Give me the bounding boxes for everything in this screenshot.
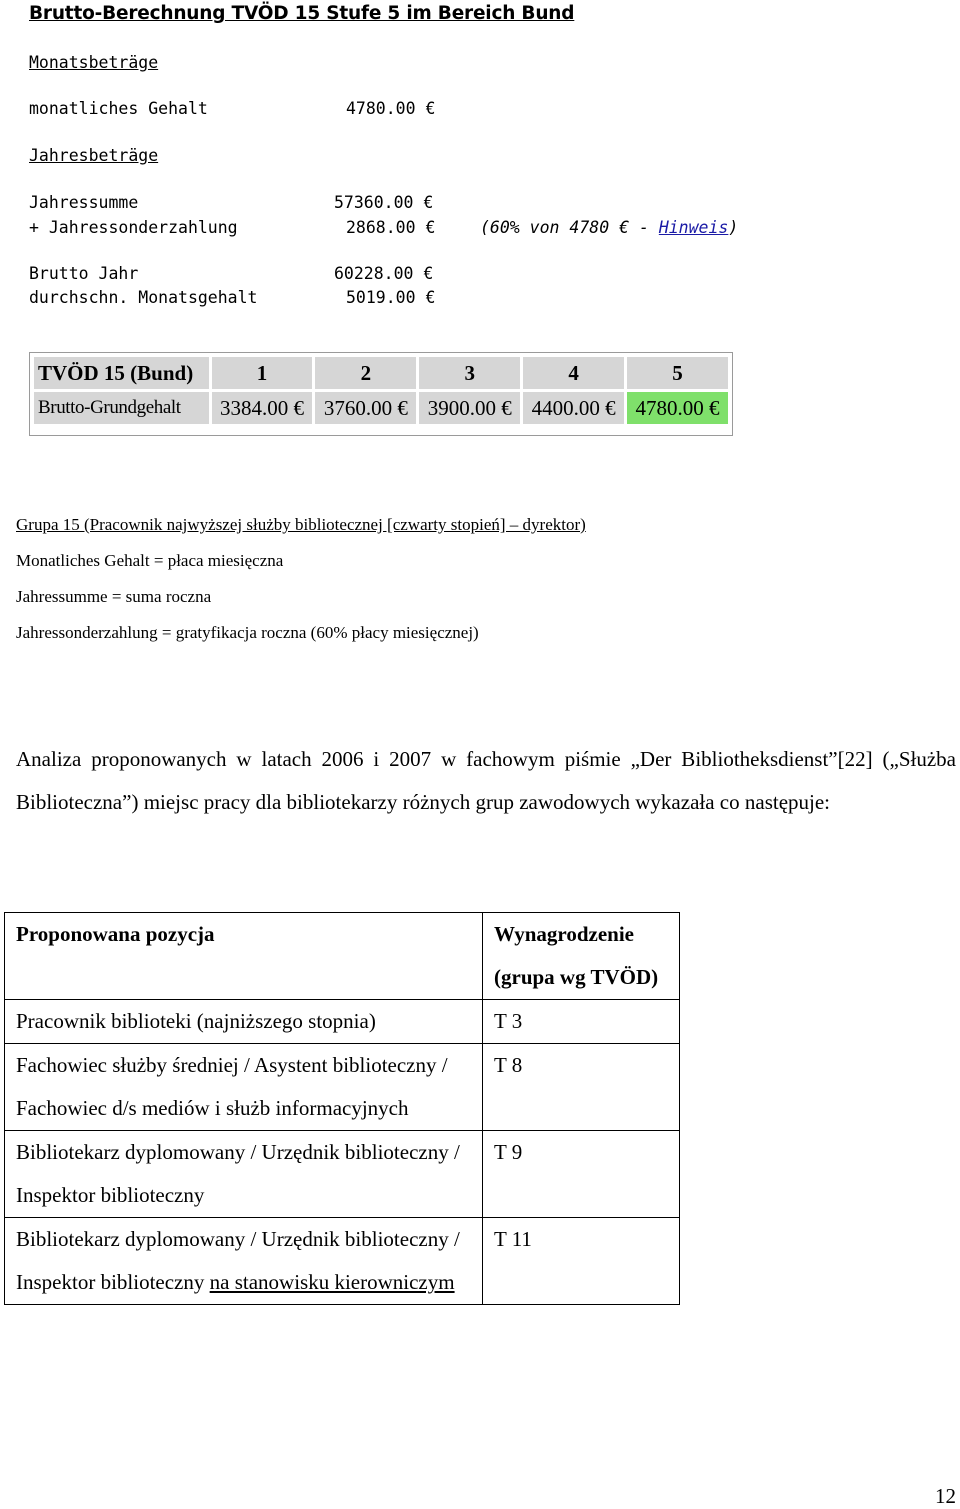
monthly-heading: Monatsbeträge [29,53,159,72]
page-number: 12 [935,1484,956,1508]
group-description: Grupa 15 (Pracownik najwyższej służby bibliotecznej [czwarty stopień] – dyrektor) [16,515,586,534]
salary-value-1: 3384.00 € [212,392,313,424]
group-cell: T 8 [483,1044,680,1131]
position-cell: Fachowiec służby średniej / Asystent biblioteczny / Fachowiec d/s mediów i służb informacyjnych [5,1044,483,1131]
position-cell: Bibliotekarz dyplomowany / Urzędnik biblioteczny / Inspektor biblioteczny [5,1131,483,1218]
glossary-line-3: Jahressonderzahlung = gratyfikacja roczna (60% płacy miesięcznej) [16,623,479,642]
avg-monthly-value: 5019.00 € [346,288,436,307]
special-payment-label: + Jahressonderzahlung [29,218,238,237]
position-underlined-text: na stanowisku kierowniczym [209,1270,455,1294]
position-cell: Pracownik biblioteki (najniższego stopnia) [5,1000,483,1044]
annual-sum-value: 57360.00 € [334,193,434,212]
note-prefix: (60% von 4780 € - [480,218,659,237]
level-3: 3 [419,357,520,389]
table-row [5,1044,680,1131]
gross-year-value: 60228.00 € [334,264,434,283]
position-cell [5,1218,483,1305]
gross-year-label: Brutto Jahr [29,264,139,283]
level-2: 2 [315,357,416,389]
level-4: 4 [523,357,624,389]
table-row [5,1131,680,1218]
avg-monthly-label: durchschn. Monatsgehalt [29,288,258,307]
salary-header-row [34,357,728,389]
salary-table [29,352,733,436]
salary-value-4: 4400.00 € [523,392,624,424]
salary-value-3: 3900.00 € [419,392,520,424]
calc-title: Brutto-Berechnung TVÖD 15 Stufe 5 im Bereich Bund [29,3,575,24]
level-1: 1 [212,357,313,389]
group-cell: T 9 [483,1131,680,1218]
salary-row-label: Brutto-Grundgehalt [34,392,209,424]
level-5: 5 [627,357,728,389]
analysis-paragraph: Analiza proponowanych w latach 2006 i 2007 w fachowym piśmie „Der Bibliotheksdienst”[22] („Służba Biblioteczna”) miejsc pracy dla bibliotekarzy różnych grup zawodowych wykazała co następuje: [16,747,956,814]
yearly-heading: Jahresbeträge [29,146,159,165]
annual-sum-label: Jahressumme [29,193,139,212]
hinweis-link[interactable]: Hinweis [658,218,729,237]
monthly-salary-label: monatliches Gehalt [29,99,208,118]
monthly-salary-value: 4780.00 € [346,99,436,118]
salary-value-5-highlighted: 4780.00 € [627,392,728,424]
glossary-line-1: Monatliches Gehalt = płaca miesięczna [16,551,284,570]
positions-header-row [5,913,680,1000]
group-cell: T 3 [483,1000,680,1044]
table-row [5,1218,680,1305]
header-salary-group: Wynagrodzenie (grupa wg TVÖD) [483,913,680,1000]
group-cell: T 11 [483,1218,680,1305]
position-text: Bibliotekarz dyplomowany / Urzędnik biblioteczny / Inspektor biblioteczny [16,1227,460,1294]
salary-value-row [34,392,728,424]
note-suffix: ) [728,218,739,237]
glossary-line-2: Jahressumme = suma roczna [16,587,212,606]
salary-value-2: 3760.00 € [315,392,416,424]
special-payment-note [480,218,738,237]
positions-table [4,912,680,1305]
header-position: Proponowana pozycja [5,913,483,1000]
special-payment-value: 2868.00 € [346,218,436,237]
table-row [5,1000,680,1044]
salary-corner: TVÖD 15 (Bund) [34,357,209,389]
